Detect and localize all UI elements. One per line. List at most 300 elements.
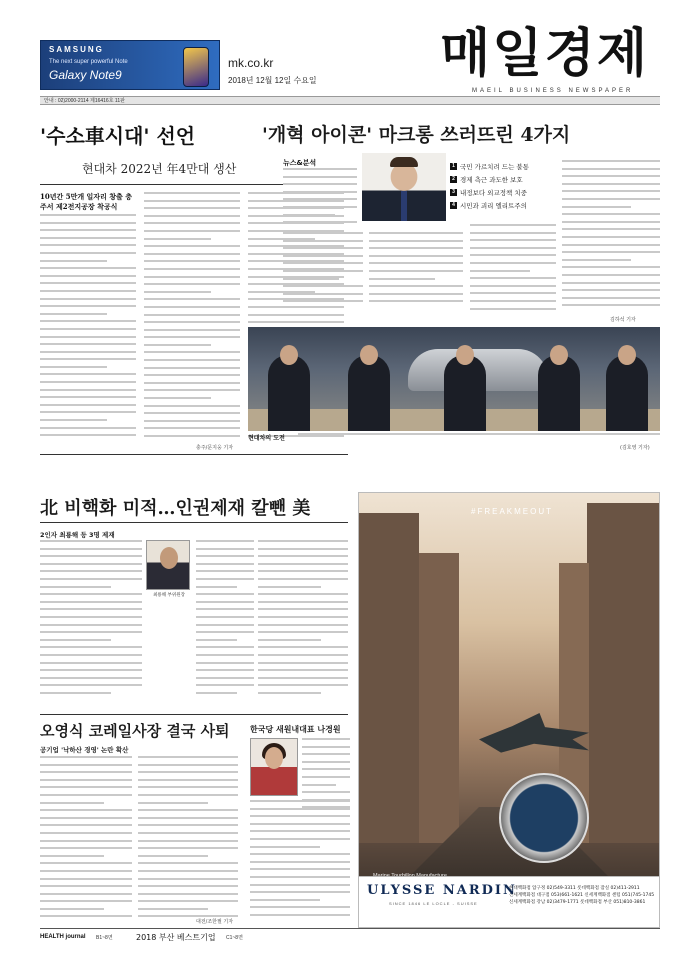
text-line [562, 251, 660, 253]
text-line [138, 900, 238, 902]
text-line [196, 646, 254, 648]
face-shape [160, 547, 178, 569]
text-line [250, 906, 350, 908]
story3-headline[interactable]: 北 비핵화 미적…인권제재 칼뺀 美 [40, 498, 311, 519]
text-line [40, 786, 132, 788]
text-line [196, 631, 254, 633]
text-line [138, 855, 208, 857]
text-line [138, 885, 238, 887]
text-line [470, 277, 556, 279]
text-line [40, 427, 136, 429]
text-line [40, 779, 132, 781]
text-line [144, 329, 240, 331]
head-shape [360, 345, 378, 365]
text-line [144, 260, 240, 262]
text-line [562, 183, 660, 185]
text-line [562, 190, 660, 192]
watch-image [499, 773, 589, 863]
divider [40, 454, 348, 455]
head-shape [618, 345, 636, 365]
story4-byline: 대전/조한필 기자 [196, 919, 234, 925]
footer-health-section[interactable]: HEALTH journal [40, 934, 86, 940]
text-line [369, 255, 463, 257]
text-line [283, 270, 363, 272]
text-line [283, 255, 363, 257]
person-shape [348, 355, 390, 431]
footer-busan-pages: C1~8면 [226, 935, 243, 941]
site-url[interactable]: mk.co.kr [228, 56, 274, 70]
text-line [258, 548, 348, 550]
text-line [196, 540, 254, 542]
story2-bullet-list [450, 160, 550, 212]
story1-photo-credit: 충주/문지웅 기자 [196, 445, 234, 451]
newspaper-logo-subtitle: MAEIL BUSINESS NEWSPAPER [472, 88, 634, 94]
text-line [258, 654, 348, 656]
text-line [138, 824, 238, 826]
text-line [196, 616, 254, 618]
text-line [298, 433, 660, 435]
text-line [250, 884, 350, 886]
text-line [258, 684, 348, 686]
macron-photo [362, 153, 446, 221]
story2-byline: 김하석 기자 [610, 317, 636, 323]
story1-subhead: 현대차 2022년 年4만대 생산 [82, 162, 237, 176]
story3-portrait [146, 540, 190, 590]
text-line [40, 570, 142, 572]
text-line [258, 540, 348, 542]
text-line [40, 328, 136, 330]
text-line [144, 344, 211, 346]
text-line [470, 247, 556, 249]
text-line [283, 232, 363, 234]
person-shape [444, 355, 486, 431]
text-line [258, 586, 321, 588]
text-line [138, 862, 238, 864]
text-line [144, 397, 211, 399]
head-shape [280, 345, 298, 365]
divider [40, 522, 348, 523]
text-line [40, 305, 136, 307]
text-line [40, 586, 111, 588]
text-line [40, 244, 136, 246]
text-line [470, 308, 556, 310]
text-line [283, 214, 335, 216]
bullet-number: 3 [450, 189, 457, 196]
text-line [470, 300, 556, 302]
text-line [196, 563, 254, 565]
text-line [283, 198, 357, 200]
text-line [562, 206, 631, 208]
text-line [40, 662, 142, 664]
story2-body-column [369, 232, 463, 314]
text-line [40, 677, 142, 679]
text-line [138, 771, 238, 773]
text-line [248, 321, 344, 323]
ad-brand-sub: SINCE 1846 LE LOCLE - SUISSE [389, 901, 478, 906]
text-line [40, 756, 132, 758]
text-line [138, 908, 208, 910]
text-line [369, 270, 463, 272]
text-line [283, 293, 363, 295]
bullet-text: 내정보다 외교정책 치중 [460, 189, 527, 197]
text-line [196, 654, 254, 656]
text-line [40, 267, 136, 269]
text-line [40, 351, 136, 353]
text-line [258, 669, 348, 671]
text-line [369, 262, 463, 264]
text-line [138, 817, 238, 819]
text-line [40, 373, 136, 375]
text-line [144, 215, 240, 217]
text-line [40, 313, 107, 315]
text-line [40, 908, 104, 910]
story3-body-column [40, 540, 142, 700]
text-line [470, 224, 556, 226]
text-line [138, 878, 238, 880]
text-line [470, 292, 556, 294]
story2-headline[interactable]: '개혁 아이콘' 마크롱 쓰러뜨린 4가지 [262, 124, 571, 146]
story2-body-column [562, 160, 660, 316]
story5-headline[interactable]: 한국당 새원내대표 나경원 [250, 725, 341, 734]
story2-body-column [283, 168, 357, 232]
text-line [369, 240, 463, 242]
text-line [138, 764, 238, 766]
text-line [138, 756, 238, 758]
text-line [40, 824, 132, 826]
text-line [258, 593, 348, 595]
text-line [258, 578, 348, 580]
story1-lead: 10년간 5만개 일자리 창출 충주서 제2전지공장 착공식 [40, 192, 132, 211]
text-line [302, 753, 350, 755]
ulysse-nardin-ad[interactable] [358, 492, 660, 928]
text-line [40, 222, 136, 224]
text-line [40, 847, 132, 849]
text-line [196, 669, 254, 671]
text-line [40, 260, 107, 262]
text-line [283, 176, 357, 178]
text-line [258, 639, 321, 641]
text-line [144, 382, 240, 384]
text-line [144, 336, 240, 338]
bullet-item [450, 186, 550, 199]
story3-body-column [196, 540, 254, 700]
text-line [250, 853, 350, 855]
text-line [40, 893, 132, 895]
text-line [562, 282, 660, 284]
text-line [40, 900, 132, 902]
text-line [138, 840, 238, 842]
text-line [562, 266, 660, 268]
text-line [283, 247, 363, 249]
text-line [40, 624, 142, 626]
text-line [40, 396, 136, 398]
text-line [302, 791, 350, 793]
text-line [196, 593, 254, 595]
text-line [258, 616, 348, 618]
text-line [40, 692, 111, 694]
story3-subhead: 2인자 최룡해 등 3명 제재 [40, 531, 115, 539]
text-line [562, 244, 660, 246]
text-line [144, 230, 240, 232]
store-contact: 신세계백화점 대구점 053)661-1621 신세계백화점 센텀 051)745-1745 [509, 893, 655, 898]
text-line [40, 320, 136, 322]
text-line [470, 232, 556, 234]
text-line [144, 276, 240, 278]
text-line [250, 800, 350, 802]
text-line [144, 291, 211, 293]
text-line [40, 548, 142, 550]
text-line [283, 278, 339, 280]
text-line [302, 776, 350, 778]
text-line [250, 823, 350, 825]
hair-shape [390, 157, 418, 167]
bullet-item [450, 199, 550, 212]
ad-store-contacts [509, 885, 655, 906]
text-line [258, 601, 348, 603]
text-line [250, 815, 350, 817]
footer-health-pages: B1~8면 [96, 935, 113, 941]
text-line [40, 794, 132, 796]
text-line [40, 381, 136, 383]
text-line [302, 738, 350, 740]
text-line [369, 232, 463, 234]
text-line [250, 808, 350, 810]
hydrogen-ceremony-photo[interactable] [248, 327, 660, 431]
text-line [144, 200, 240, 202]
text-line [40, 593, 142, 595]
story4-subhead: 공기업 '낙하산 경영' 논란 확산 [40, 746, 129, 754]
text-line [138, 832, 238, 834]
ad-brand-area [358, 876, 660, 928]
text-line [40, 252, 136, 254]
bullet-number: 4 [450, 202, 457, 209]
text-line [250, 914, 350, 916]
text-line [196, 608, 254, 610]
text-line [250, 838, 350, 840]
text-line [562, 160, 660, 162]
text-line [40, 366, 107, 368]
text-line [144, 268, 240, 270]
text-line [250, 861, 350, 863]
text-line [302, 784, 336, 786]
text-line [40, 555, 142, 557]
text-line [144, 222, 240, 224]
text-line [283, 300, 363, 302]
text-line [144, 359, 240, 361]
text-line [144, 405, 240, 407]
text-line [369, 247, 463, 249]
text-line [302, 761, 350, 763]
bullet-number: 2 [450, 176, 457, 183]
text-line [258, 662, 348, 664]
photo-credit: (김호영 기자) [620, 445, 650, 451]
text-line [144, 374, 240, 376]
text-line [196, 639, 237, 641]
issue-bar [40, 96, 660, 105]
text-line [283, 183, 357, 185]
text-line [258, 692, 321, 694]
divider [40, 928, 660, 929]
text-line [40, 608, 142, 610]
photo-caption-label: 현대차의 도전 [248, 435, 285, 442]
text-line [196, 662, 254, 664]
text-line [144, 367, 240, 369]
text-line [250, 830, 350, 832]
bullet-text: 국민 가르치려 드는 불통 [460, 163, 529, 171]
store-contact: 현대백화점 압구정 02)549-3311 롯데백화점 잠실 02)411-2911 [509, 886, 640, 891]
text-line [40, 654, 142, 656]
text-line [258, 608, 348, 610]
text-line [144, 306, 240, 308]
story1-headline[interactable]: '수소車시대' 선언 [40, 124, 196, 148]
text-line [40, 358, 136, 360]
text-line [258, 624, 348, 626]
story1-body-column [144, 192, 240, 446]
text-line [40, 764, 132, 766]
text-line [562, 274, 660, 276]
text-line [40, 870, 132, 872]
ad-brand-logo: ULYSSE NARDIN [367, 883, 517, 898]
text-line [144, 435, 240, 437]
bullet-text: 시민과 괴리 엘리트주의 [460, 202, 527, 210]
text-line [283, 285, 363, 287]
story2-section-label: 뉴스&분석 [283, 159, 317, 167]
text-line [138, 870, 238, 872]
samsung-ad-banner[interactable] [40, 40, 220, 90]
person-shape [606, 355, 648, 431]
text-line [470, 270, 530, 272]
text-line [250, 846, 320, 848]
text-line [258, 677, 348, 679]
building-shape [587, 503, 660, 843]
text-line [283, 206, 357, 208]
text-line [40, 411, 136, 413]
text-line [40, 639, 111, 641]
bullet-item [450, 173, 550, 186]
photo-caption-text [298, 433, 660, 447]
text-line [258, 646, 348, 648]
text-line [40, 389, 136, 391]
story3-body-column [258, 540, 348, 700]
text-line [138, 802, 208, 804]
text-line [562, 236, 660, 238]
text-line [144, 283, 240, 285]
text-line [144, 427, 240, 429]
text-line [144, 245, 240, 247]
text-line [40, 336, 136, 338]
text-line [40, 885, 132, 887]
text-line [196, 570, 254, 572]
text-line [562, 168, 660, 170]
issue-info: 안내 : 02)2000-2114 제16416호 11판 [44, 98, 125, 104]
text-line [196, 578, 254, 580]
text-line [250, 899, 320, 901]
ad-brand: SAMSUNG [49, 45, 104, 54]
head-shape [550, 345, 568, 365]
text-line [138, 847, 238, 849]
text-line [40, 616, 142, 618]
text-line [369, 278, 435, 280]
text-line [369, 300, 463, 302]
text-line [40, 669, 142, 671]
text-line [196, 677, 254, 679]
story3-portrait-caption: 최룡해 부위원장 [153, 593, 185, 598]
text-line [562, 221, 660, 223]
text-line [196, 692, 237, 694]
story2-body-column [283, 232, 363, 314]
text-line [40, 540, 142, 542]
text-line [283, 191, 357, 193]
text-line [369, 293, 463, 295]
text-line [138, 893, 238, 895]
text-line [40, 434, 136, 436]
text-line [40, 771, 132, 773]
story4-headline[interactable]: 오영식 코레일사장 결국 사퇴 [40, 722, 230, 740]
text-line [250, 876, 350, 878]
story4-body-column [40, 756, 132, 926]
text-line [258, 563, 348, 565]
text-line [144, 314, 240, 316]
text-line [562, 198, 660, 200]
bullet-text: 경제 측근 과도한 보호 [460, 176, 523, 184]
text-line [144, 412, 240, 414]
text-line [302, 746, 350, 748]
text-line [196, 548, 254, 550]
text-line [562, 289, 660, 291]
text-line [40, 563, 142, 565]
newspaper-logo: 매일경제 [440, 24, 649, 84]
text-line [283, 262, 363, 264]
text-line [40, 298, 136, 300]
text-line [258, 555, 348, 557]
text-line [258, 570, 348, 572]
text-line [250, 868, 350, 870]
text-line [40, 343, 136, 345]
text-line [138, 786, 238, 788]
text-line [144, 238, 211, 240]
text-line [196, 624, 254, 626]
text-line [40, 290, 136, 292]
text-line [40, 915, 132, 917]
building-shape [359, 513, 419, 843]
text-line [138, 794, 238, 796]
tie-shape [401, 191, 407, 221]
text-line [470, 285, 556, 287]
ad-model: Galaxy Note9 [49, 68, 122, 82]
text-line [40, 275, 136, 277]
publication-date: 2018년 12월 12일 수요일 [228, 76, 317, 85]
story4-body-column [138, 756, 238, 926]
text-line [470, 262, 556, 264]
head-shape [456, 345, 474, 365]
story1-body-column [40, 214, 136, 444]
text-line [40, 646, 142, 648]
text-line [562, 304, 660, 306]
text-line [138, 809, 238, 811]
store-contact: 신세계백화점 강남 02)3479-1771 롯데백화점 부산 051)810-3861 [509, 900, 646, 905]
text-line [302, 768, 350, 770]
text-line [40, 817, 132, 819]
text-line [40, 832, 132, 834]
person-shape [268, 355, 310, 431]
text-line [138, 779, 238, 781]
footer-busan-section[interactable]: 2018 부산 베스트기업 [136, 933, 216, 942]
person-shape [538, 355, 580, 431]
text-line [258, 631, 348, 633]
text-line [40, 631, 142, 633]
text-line [144, 298, 240, 300]
bullet-number: 1 [450, 163, 457, 170]
